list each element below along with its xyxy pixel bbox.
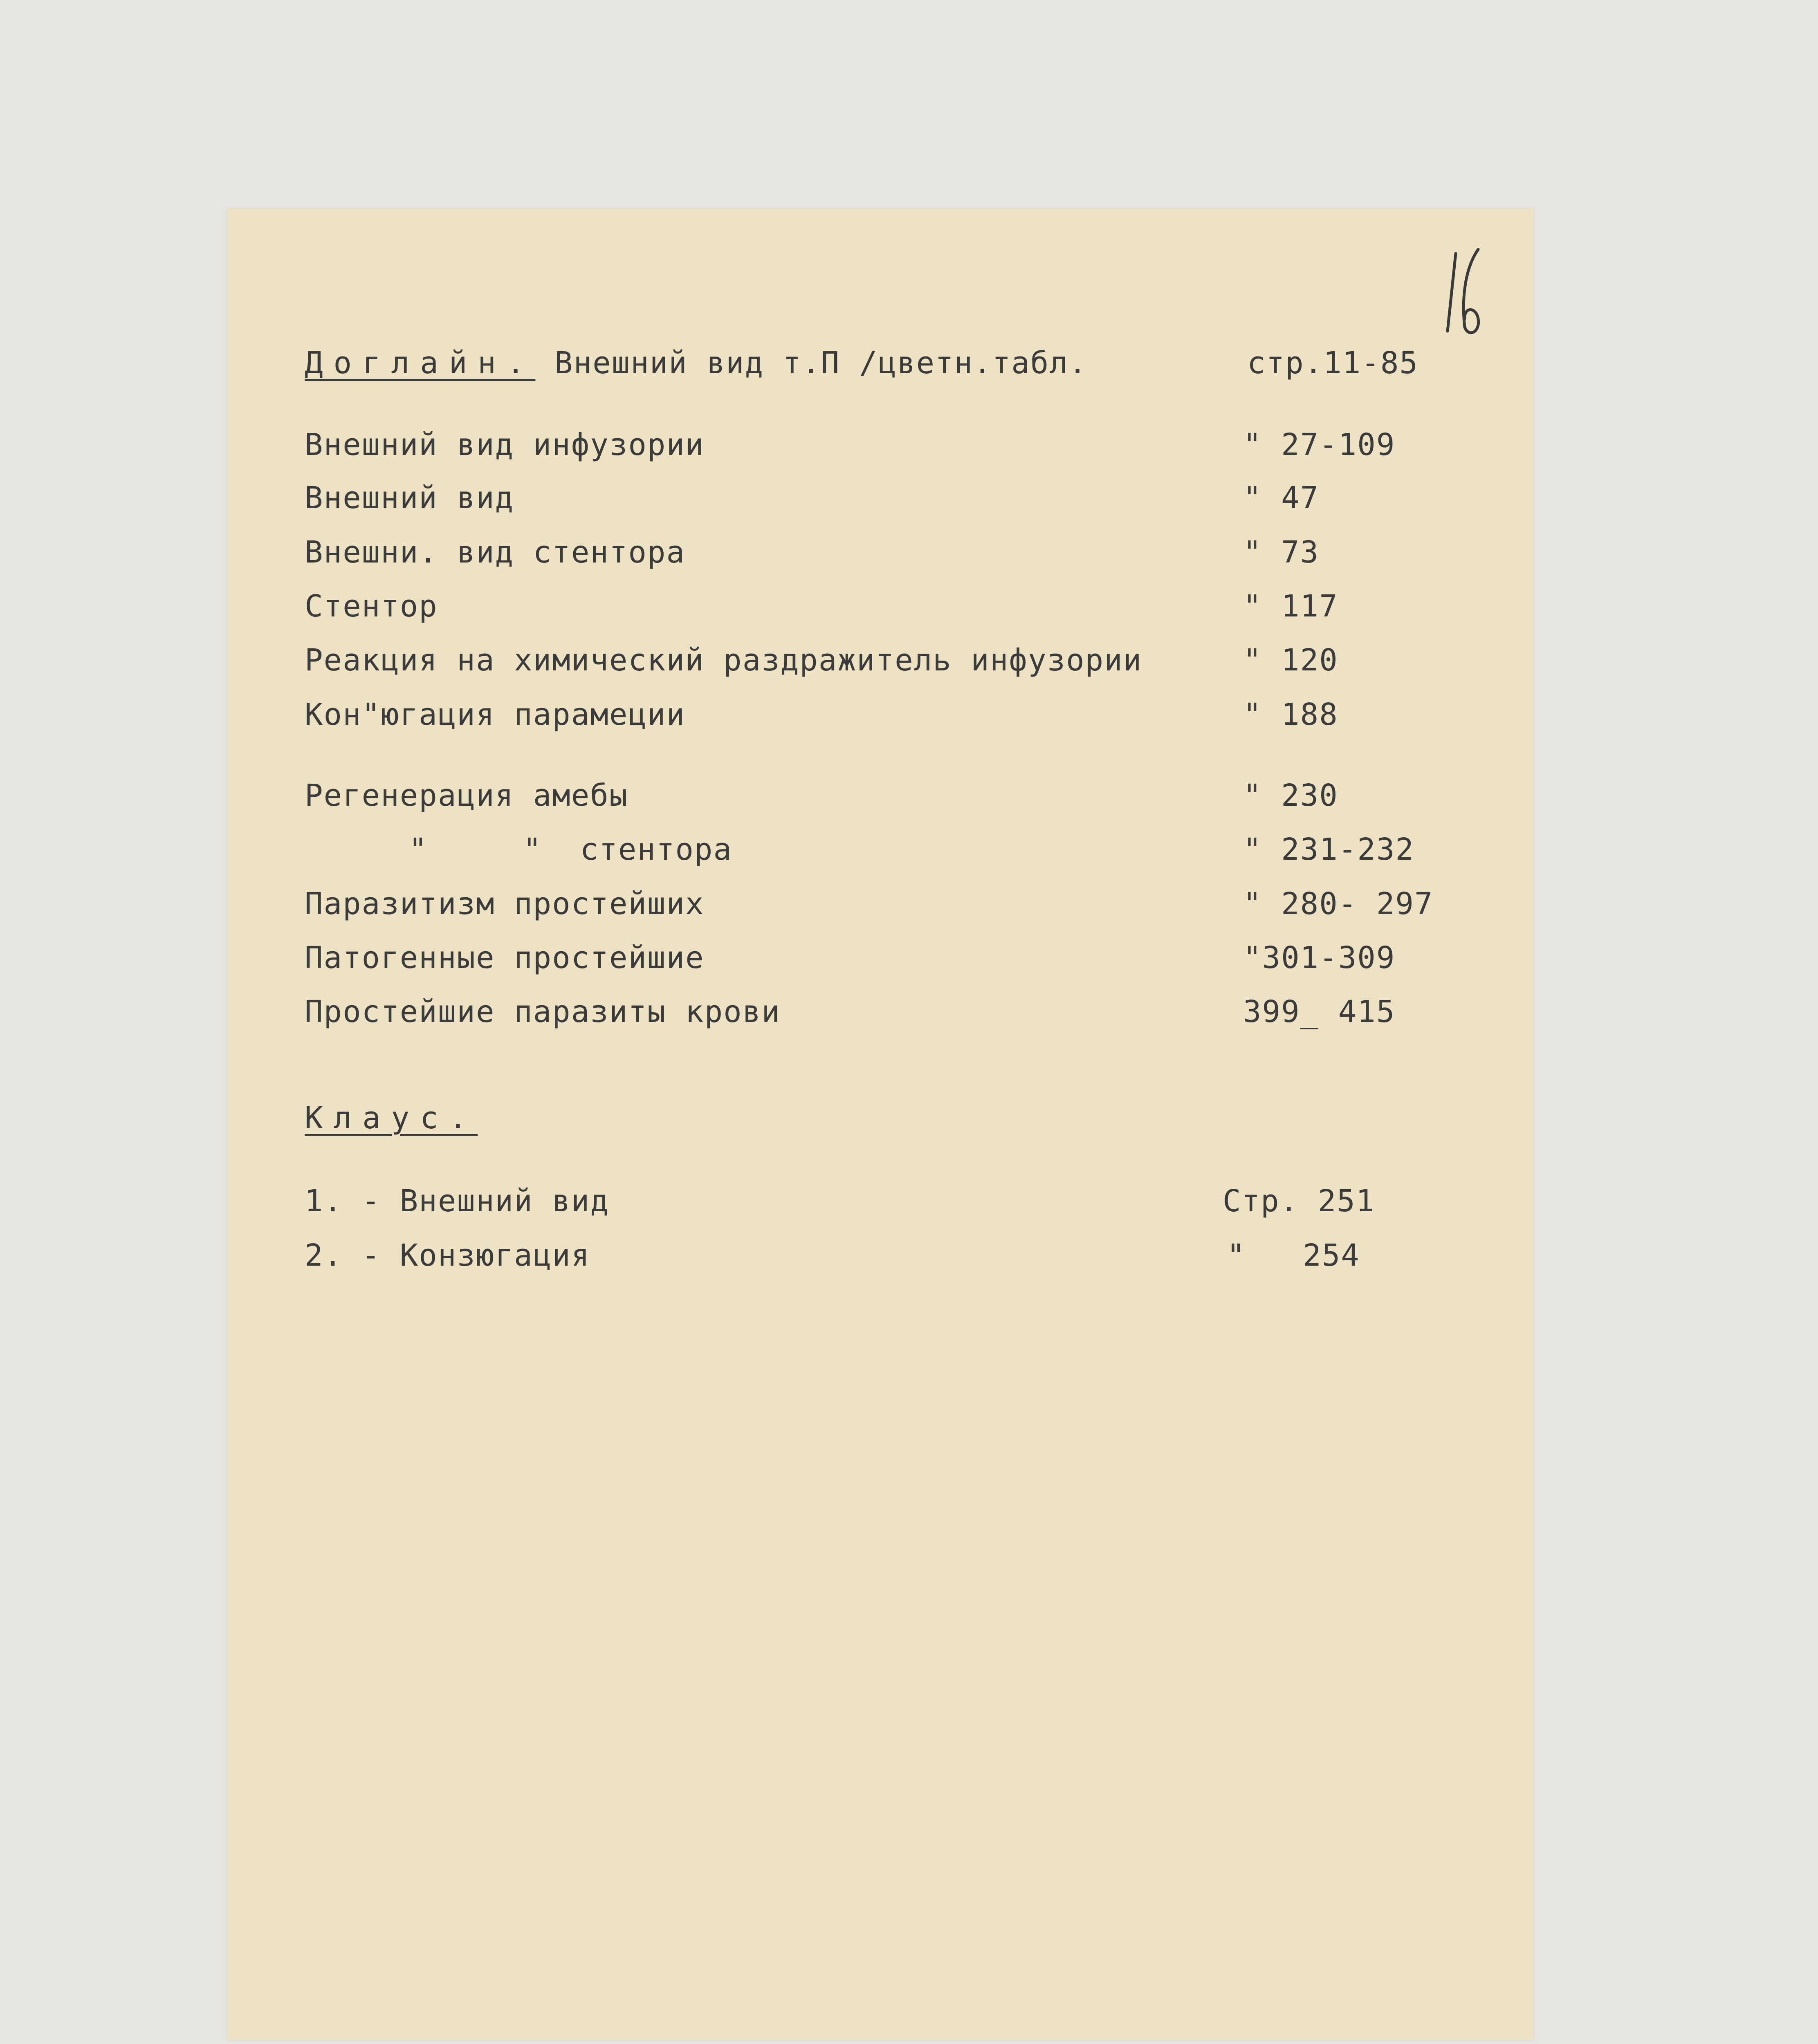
list-item-page: " 188: [1243, 697, 1338, 732]
section-2-header: [305, 1100, 478, 1136]
list-item-label: Реакция на химический раздражитель инфузории: [305, 643, 1142, 678]
list-item-label: Паразитизм простейших: [305, 886, 705, 921]
list-item-page: " 231-232: [1243, 832, 1414, 867]
list-item-page: " 230: [1243, 778, 1338, 813]
section-2-author: Клаус.: [305, 1100, 478, 1136]
section-1-title: Внешний вид т.П /цветн.табл.: [554, 345, 1088, 381]
list-item-label: 2. - Конзюгация: [305, 1238, 590, 1273]
list-item-label: Простейшие паразиты крови: [305, 994, 781, 1029]
list-item-label: " " стентора: [352, 832, 733, 867]
list-item-label: Внешни. вид стентора: [305, 535, 686, 570]
list-item-page: " 254: [1227, 1238, 1360, 1273]
section-1-header: [305, 345, 1087, 381]
list-item-label: 1. - Внешний вид: [305, 1183, 609, 1219]
handwritten-folio-number: [1439, 245, 1488, 339]
list-item-page: 399_ 415: [1243, 994, 1396, 1029]
list-item-page: " 120: [1243, 643, 1338, 678]
list-item-page: Стр. 251: [1223, 1183, 1375, 1219]
list-item-label: Кон"югация парамеции: [305, 697, 686, 732]
list-item-page: "301-309: [1243, 940, 1396, 975]
list-item-page: " 280- 297: [1243, 886, 1434, 921]
section-1-title-page: стр.11-85: [1247, 345, 1418, 381]
list-item-label: Стентор: [305, 589, 438, 624]
list-item-label: Внешний вид инфузории: [305, 427, 705, 462]
list-item-label: Регенерация амебы: [305, 778, 628, 813]
list-item-label: Внешний вид: [305, 480, 514, 515]
list-item-label: Патогенные простейшие: [305, 940, 705, 975]
list-item-page: " 73: [1243, 535, 1320, 570]
list-item-page: " 27-109: [1243, 427, 1396, 462]
list-item-page: " 47: [1243, 480, 1320, 515]
section-1-author: Доглайн.: [305, 345, 536, 381]
list-item-page: " 117: [1243, 589, 1338, 624]
